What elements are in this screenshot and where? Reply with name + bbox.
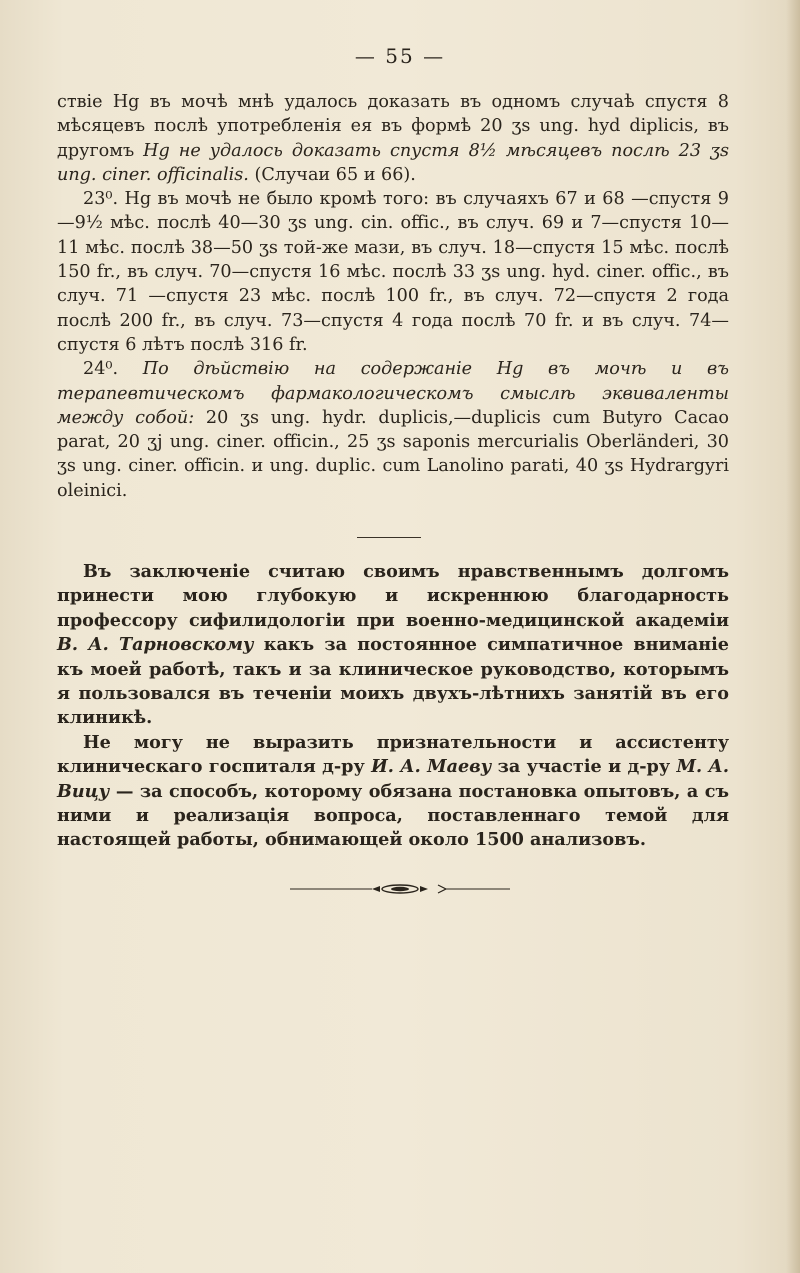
paragraph-gratitude-professor: [57, 560, 729, 731]
point-number: 24⁰.: [83, 359, 119, 380]
paragraph-point-24: [57, 357, 729, 503]
decorative-rule-icon: [290, 883, 510, 895]
main-text-section: [57, 90, 729, 503]
professor-name: В. А. Тарновскому: [57, 634, 254, 656]
acknowledgements-section: [57, 560, 729, 853]
paragraph-text: ствіе Hg въ мочѣ мнѣ удалось доказать въ одномъ случаѣ спустя 8 мѣсяцевъ послѣ употребленія ея въ формѣ 20 ʒs ung. hyd diplicis, въ другомъ: [57, 92, 729, 161]
paragraph-text: Не могу не выразить признательности и ассистенту клиническаго госпиталя д-ру: [57, 731, 729, 778]
section-divider: [357, 537, 421, 538]
paragraph-text: какъ за постоянное симпатичное вниманіе къ моей работѣ, такъ и за клиническое руководство, которымъ я пользовался въ теченіи моихъ двухъ-лѣтнихъ занятій въ его клиникѣ.: [57, 634, 730, 729]
paragraph-text: Въ заключеніе считаю своимъ нравственнымъ долгомъ принести мою глубокую и искреннюю благодарность профессору сифилидологіи при военно-медицинской академіи: [57, 561, 729, 631]
doctor-name: М. А. Вицу: [57, 756, 729, 802]
assistant-name: И. А. Маеву: [371, 756, 492, 778]
paragraph-point-23: 23⁰. Hg въ мочѣ не было кромѣ того: въ случаяхъ 67 и 68 —спустя 9—9½ мѣс. послѣ 40—30 ʒs ung. cin. offic., въ случ. 69 и 7—спустя 10—11 мѣс. послѣ 38—50 ʒs той-же мази, въ случ. 18—спустя 15 мѣс. послѣ 150 fr., въ случ. 70—спустя 16 мѣс. послѣ 33 ʒs ung. hyd. ciner. offic., въ случ. 71 —спустя 23 мѣс. послѣ 100 fr., въ случ. 72—спустя 2 года послѣ 200 fr., въ случ. 73—спустя 4 года послѣ 70 fr. и въ случ. 74—спустя 6 лѣтъ послѣ 316 fr.: [57, 189, 729, 355]
italic-phrase: Hg не удалось доказать спустя 8½ мѣсяцевъ послѣ 23 ʒs ung. ciner. officinalis.: [57, 140, 729, 185]
page-number: — 55 —: [354, 44, 446, 68]
paragraph-mercury-detection: [57, 90, 729, 187]
equivalents-list: 20 ʒs ung. hydr. duplicis,—duplicis cum Butyro Cacao parat, 20 ʒj ung. ciner. officin., 25 ʒs saponis mercurialis Oberländeri, 30 ʒs ung. ciner. officin. и ung. dupliс. cum Lanolino parati, 40 ʒs Hydrargyri oleinici.: [57, 407, 730, 501]
italic-heading: По дѣйствію на содержаніе Hg въ мочѣ и въ терапевтическомъ фармакологическомъ смыслѣ эквиваленты между собой:: [57, 359, 729, 428]
paragraph-text: за участіе и д-ру: [497, 756, 671, 778]
paragraph-text: — за способъ, которому обязана постановка опытовъ, а съ ними и реализація вопроса, поставленнаго темой для настоящей работы, обнимающей около 1500 анализовъ.: [57, 780, 729, 851]
case-reference: (Случаи 65 и 66).: [254, 164, 416, 185]
paragraph-gratitude-assistants: [57, 731, 729, 853]
page-edge-shadow: [786, 0, 800, 1273]
